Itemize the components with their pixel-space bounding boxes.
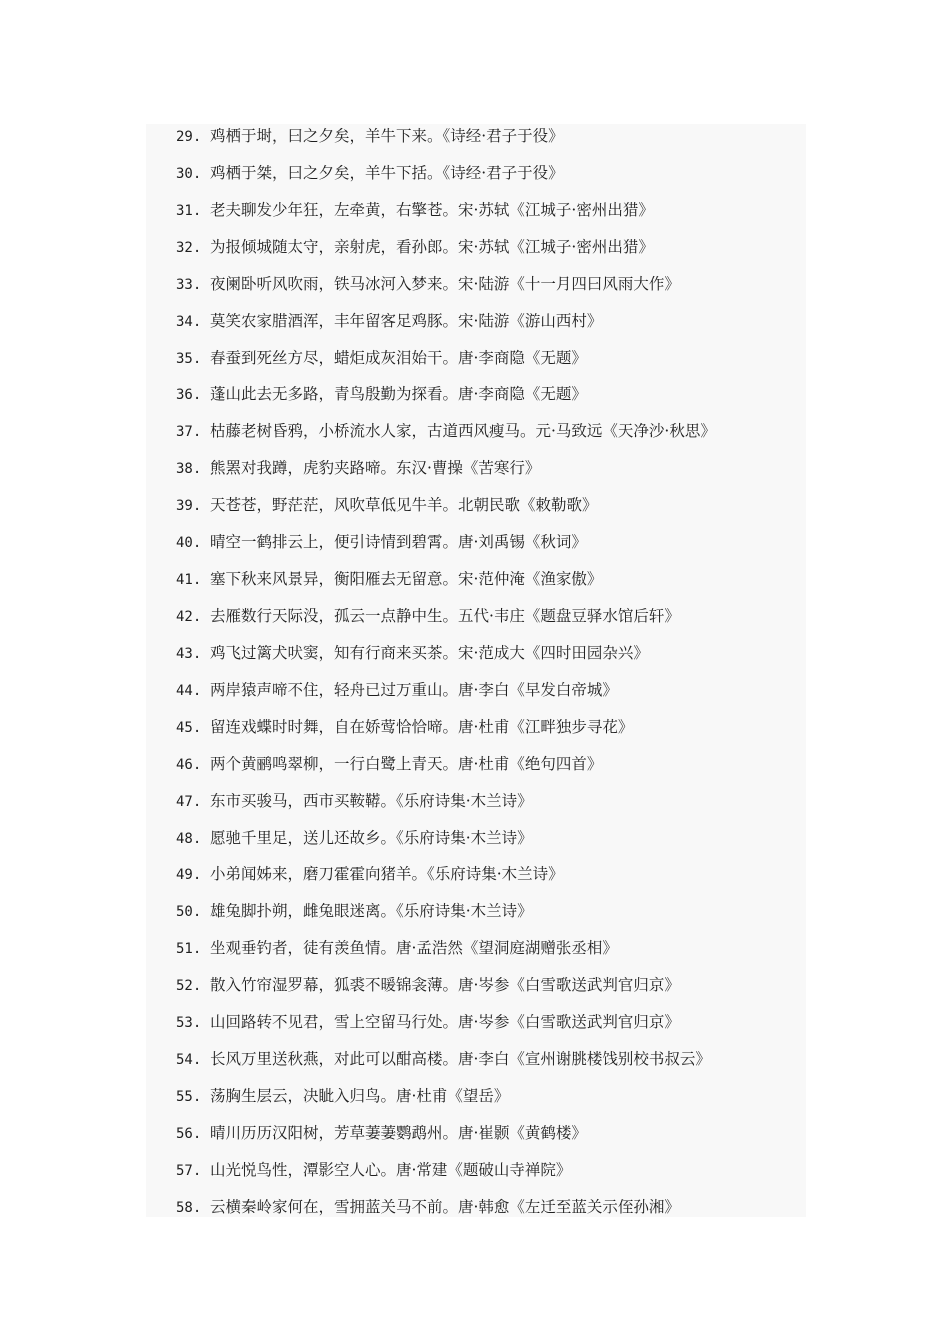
quote-text: 鸡飞过篱犬吠窦，知有行商来买茶。宋·范成大《四时田园杂兴》	[210, 643, 649, 662]
quote-line	[176, 1086, 804, 1123]
quote-number: 33.	[176, 276, 202, 293]
quote-number: 57.	[176, 1162, 202, 1179]
quote-number: 44.	[176, 682, 202, 699]
quote-number: 30.	[176, 165, 202, 182]
quote-line	[176, 163, 804, 200]
quote-number: 46.	[176, 756, 202, 773]
quote-text: 小弟闻姊来，磨刀霍霍向猪羊。《乐府诗集·木兰诗》	[210, 865, 564, 884]
quote-text: 山回路转不见君，雪上空留马行处。唐·岑参《白雪歌送武判官归京》	[210, 1013, 680, 1032]
quote-number: 52.	[176, 978, 202, 995]
quote-number: 37.	[176, 424, 202, 441]
quote-line	[176, 348, 804, 385]
quote-text: 春蚕到死丝方尽，蜡炬成灰泪始干。唐·李商隐《无题》	[210, 348, 587, 367]
quote-line	[176, 237, 804, 274]
quote-line	[176, 1012, 804, 1049]
quote-text: 老夫聊发少年狂，左牵黄，右擎苍。宋·苏轼《江城子·密州出猎》	[210, 200, 654, 219]
quote-text: 蓬山此去无多路，青鸟殷勤为探看。唐·李商隐《无题》	[210, 385, 587, 404]
quote-line	[176, 717, 804, 754]
quote-text: 去雁数行天际没，孤云一点静中生。五代·韦庄《题盘豆驿水馆后轩》	[210, 606, 680, 625]
quote-number: 36.	[176, 387, 202, 404]
quote-text: 晴川历历汉阳树，芳草萋萋鹦鹉州。唐·崔颢《黄鹤楼》	[210, 1123, 587, 1142]
quote-text: 坐观垂钓者，徒有羡鱼情。唐·孟浩然《望洞庭湖赠张丞相》	[210, 939, 618, 958]
quote-line	[176, 274, 804, 311]
quote-number: 42.	[176, 608, 202, 625]
quote-text: 晴空一鹤排云上，便引诗情到碧霄。唐·刘禹锡《秋词》	[210, 533, 587, 552]
quote-text: 山光悦鸟性，潭影空人心。唐·常建《题破山寺禅院》	[210, 1160, 572, 1179]
quote-number: 53.	[176, 1015, 202, 1032]
quote-text: 两岸猿声啼不住，轻舟已过万重山。唐·李白《早发白帝城》	[210, 680, 618, 699]
quote-text: 熊罴对我蹲，虎豹夹路啼。东汉·曹操《苦寒行》	[210, 459, 541, 478]
quote-line	[176, 1123, 804, 1160]
quote-number: 58.	[176, 1199, 202, 1216]
quote-text: 莫笑农家腊酒浑，丰年留客足鸡豚。宋·陆游《游山西村》	[210, 311, 603, 330]
quote-line	[176, 495, 804, 532]
quote-line	[176, 458, 804, 495]
quote-text: 雄兔脚扑朔，雌兔眼迷离。《乐府诗集·木兰诗》	[210, 902, 533, 921]
quote-number: 56.	[176, 1125, 202, 1142]
quote-text: 枯藤老树昏鸦，小桥流水人家，古道西风瘦马。元·马致远《天净沙·秋思》	[210, 422, 716, 441]
quote-line	[176, 126, 804, 163]
quote-line	[176, 975, 804, 1012]
quote-text: 荡胸生层云，决眦入归鸟。唐·杜甫《望岳》	[210, 1086, 510, 1105]
quote-text: 塞下秋来风景异，衡阳雁去无留意。宋·范仲淹《渔家傲》	[210, 570, 603, 589]
quote-number: 55.	[176, 1088, 202, 1105]
quote-line	[176, 754, 804, 791]
quote-number: 47.	[176, 793, 202, 810]
quote-text: 留连戏蝶时时舞，自在娇莺恰恰啼。唐·杜甫《江畔独步寻花》	[210, 717, 634, 736]
quote-text: 天苍苍，野茫茫，风吹草低见牛羊。北朝民歌《敕勒歌》	[210, 496, 598, 515]
quote-text: 云横秦岭家何在，雪拥蓝关马不前。唐·韩愈《左迁至蓝关示侄孙湘》	[210, 1197, 680, 1216]
quote-line	[176, 643, 804, 680]
quote-line	[176, 938, 804, 975]
quote-number: 32.	[176, 239, 202, 256]
quote-line	[176, 606, 804, 643]
quote-text: 愿驰千里足，送儿还故乡。《乐府诗集·木兰诗》	[210, 828, 533, 847]
quote-line	[176, 200, 804, 237]
quote-line	[176, 532, 804, 569]
quote-number: 49.	[176, 867, 202, 884]
quote-text: 东市买骏马，西市买鞍鞯。《乐府诗集·木兰诗》	[210, 791, 533, 810]
quote-line	[176, 569, 804, 606]
quote-number: 54.	[176, 1052, 202, 1069]
quote-line	[176, 680, 804, 717]
quote-line	[176, 791, 804, 828]
quote-text: 长风万里送秋燕，对此可以酣高楼。唐·李白《宣州谢朓楼饯别校书叔云》	[210, 1050, 711, 1069]
quote-line	[176, 1049, 804, 1086]
quote-text: 散入竹帘湿罗幕，狐裘不暖锦衾薄。唐·岑参《白雪歌送武判官归京》	[210, 976, 680, 995]
quote-text: 两个黄鹂鸣翠柳，一行白鹭上青天。唐·杜甫《绝句四首》	[210, 754, 603, 773]
quote-line	[176, 421, 804, 458]
quote-number: 45.	[176, 719, 202, 736]
quote-line	[176, 311, 804, 348]
quote-list	[176, 126, 804, 1234]
quote-number: 34.	[176, 313, 202, 330]
quote-number: 29.	[176, 129, 202, 145]
quote-number: 50.	[176, 904, 202, 921]
quote-number: 35.	[176, 350, 202, 367]
quote-number: 51.	[176, 941, 202, 958]
quote-number: 41.	[176, 572, 202, 589]
quote-number: 38.	[176, 461, 202, 478]
quote-text: 鸡栖于桀，曰之夕矣，羊牛下括。《诗经·君子于役》	[210, 163, 564, 182]
quote-number: 40.	[176, 535, 202, 552]
quote-number: 48.	[176, 830, 202, 847]
quote-number: 43.	[176, 645, 202, 662]
quote-line	[176, 384, 804, 421]
quote-line	[176, 864, 804, 901]
quote-number: 31.	[176, 202, 202, 219]
quote-text: 夜阑卧听风吹雨，铁马冰河入梦来。宋·陆游《十一月四曰风雨大作》	[210, 274, 680, 293]
quote-text: 鸡栖于埘，曰之夕矣，羊牛下来。《诗经·君子于役》	[210, 127, 564, 145]
quote-line	[176, 1160, 804, 1197]
quote-line	[176, 901, 804, 938]
quote-line	[176, 1197, 804, 1234]
quote-line	[176, 828, 804, 865]
quote-number: 39.	[176, 498, 202, 515]
quote-text: 为报倾城随太守，亲射虎，看孙郎。宋·苏轼《江城子·密州出猎》	[210, 237, 654, 256]
